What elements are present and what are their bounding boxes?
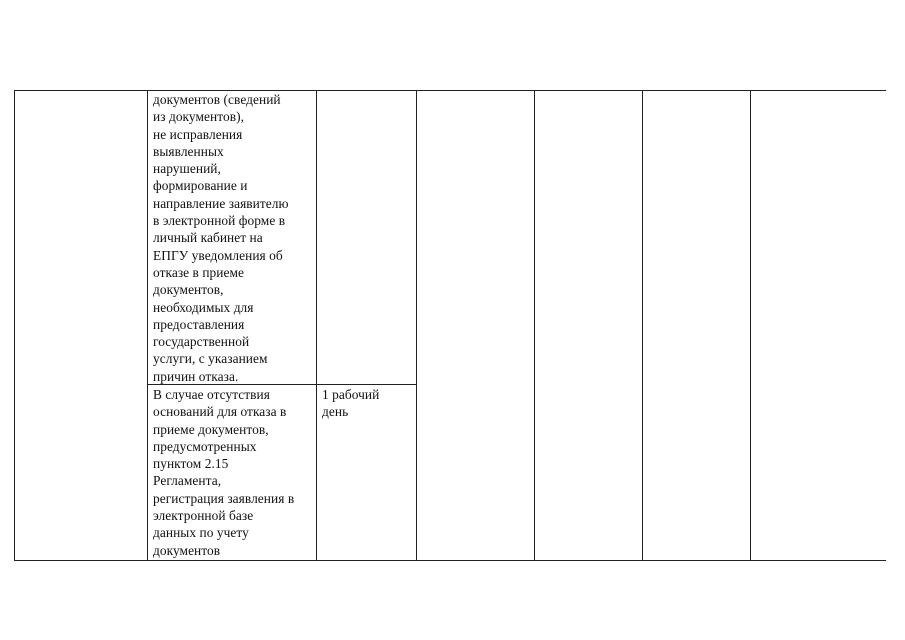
table-bottom-border	[14, 560, 886, 561]
column-divider-6	[750, 90, 751, 561]
column-divider-5	[642, 90, 643, 561]
table-left-border	[14, 90, 15, 561]
column-divider-1	[147, 90, 148, 561]
row2-description-cell: В случае отсутствия оснований для отказа в приеме документов, предусмотренных пунктом 2.15 Регламента, регистрация заявления в электронной базе данных по учету документов	[153, 387, 295, 558]
column-divider-4	[534, 90, 535, 561]
column-divider-3	[416, 90, 417, 561]
column-divider-2	[316, 90, 317, 561]
row1-description-cell: документов (сведений из документов), не исправления выявленных нарушений, формирование и направление заявителю в электронной форме в личный кабинет на ЕПГУ уведомления об отказе в приеме документов, необходимых для предоставления государственной услуги, с указанием причин отказа.	[153, 92, 289, 384]
table-top-border	[14, 90, 886, 91]
row2-duration-cell: 1 рабочий день	[322, 387, 380, 420]
